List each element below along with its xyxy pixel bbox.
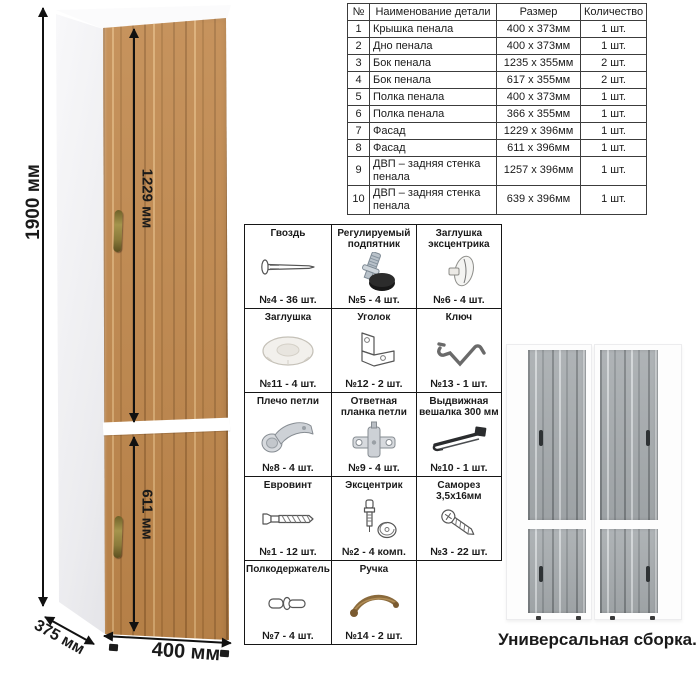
col-header-size: Размер: [497, 4, 581, 21]
key-icon: [432, 323, 486, 378]
variant-left-upper-handle: [539, 430, 543, 446]
table-row: 6 Полка пенала 366 х 355мм 1 шт.: [348, 106, 647, 123]
hardware-cell-cam-lock: Эксцентрик №2 - 4 комп.: [331, 477, 416, 561]
variant-cabinet-left: [506, 344, 592, 620]
hardware-cell-empty: [416, 561, 501, 645]
cabinet-foot-left: [109, 644, 118, 652]
hardware-cell-plug: Заглушка №11 - 4 шт.: [245, 309, 332, 393]
bottom-door-dimension-arrow: [133, 437, 135, 631]
variant-right-foot: [610, 616, 615, 620]
variant-left-upper-door: [528, 350, 586, 520]
angle-bracket-icon: [348, 323, 400, 378]
depth-dimension-label: 375 мм: [31, 616, 88, 659]
variants-caption: Универсальная сборка.: [498, 630, 697, 649]
hardware-cell-key: Ключ №13 - 1 шт.: [416, 309, 501, 393]
hardware-cell-cam-cover: Заглушка эксцентрика №6 - 4 шт.: [416, 225, 501, 309]
variant-right-lower-handle: [646, 566, 650, 582]
parts-table: [347, 3, 647, 215]
height-dimension-arrow: [42, 8, 44, 606]
top-door-dimension-label: 1229 мм: [138, 168, 156, 229]
col-header-quantity: Количество: [581, 4, 647, 21]
table-row: 3 Бок пенала 1235 х 355мм 2 шт.: [348, 55, 647, 72]
pullout-hanger-icon: [429, 418, 489, 462]
variant-left-lower-door: [528, 529, 586, 613]
table-row: 1 Крышка пенала 400 х 373мм 1 шт.: [348, 21, 647, 38]
table-row: 5 Полка пенала 400 х 373мм 1 шт.: [348, 89, 647, 106]
shelf-pin-icon: [263, 575, 313, 630]
table-row: 10 ДВП – задняя стенка пенала 639 х 396мм 1 шт.: [348, 185, 647, 214]
top-door-dimension-arrow: [133, 29, 135, 422]
variant-left-foot: [576, 616, 581, 620]
hardware-cell-shelf-pin: Полкодержатель №7 - 4 шт.: [245, 561, 332, 645]
parts-table-header-row: [348, 4, 647, 21]
hardware-cell-nail: Гвоздь №4 - 36 шт.: [245, 225, 332, 309]
hardware-grid: [244, 224, 502, 645]
col-header-number: №: [348, 4, 370, 21]
euro-screw-icon: [259, 491, 317, 546]
adjustable-foot-icon: [346, 250, 402, 294]
hardware-cell-pullout-hanger: Выдвижная вешалка 300 мм №10 - 1 шт.: [416, 393, 501, 477]
table-row: 2 Дно пенала 400 х 373мм 1 шт.: [348, 38, 647, 55]
variant-right-foot: [650, 616, 655, 620]
variant-left-foot: [536, 616, 541, 620]
handle-icon: [346, 575, 402, 630]
cam-cover-icon: [434, 250, 484, 294]
width-dimension-label: 400 мм: [151, 638, 221, 666]
bottom-door-dimension-label: 611 мм: [138, 489, 156, 540]
plug-icon: [260, 323, 316, 378]
hinge-plate-icon: [347, 418, 401, 462]
hardware-cell-hinge-arm: Плечо петли №8 - 4 шт.: [245, 393, 332, 477]
col-header-name: Наименование детали: [370, 4, 497, 21]
height-dimension-label: 1900 мм: [23, 164, 44, 240]
hinge-arm-icon: [259, 407, 317, 462]
upper-door-handle: [113, 210, 122, 252]
table-row: 8 Фасад 611 х 396мм 1 шт.: [348, 140, 647, 157]
table-row: 9 ДВП – задняя стенка пенала 1257 х 396мм 1 шт.: [348, 157, 647, 186]
cam-lock-icon: [346, 491, 402, 546]
table-row: 4 Бок пенала 617 х 355мм 2 шт.: [348, 72, 647, 89]
variant-left-lower-handle: [539, 566, 543, 582]
hardware-cell-handle: Ручка №14 - 2 шт.: [331, 561, 416, 645]
hardware-cell-euro-screw: Евровинт №1 - 12 шт.: [245, 477, 332, 561]
variant-right-upper-handle: [646, 430, 650, 446]
cabinet-side-panel: [56, 12, 106, 636]
cabinet-front-doors: [103, 18, 230, 642]
hardware-cell-self-tapping-screw: Саморез 3,5х16мм №3 - 22 шт.: [416, 477, 501, 561]
hardware-cell-angle-bracket: Уголок №12 - 2 шт.: [331, 309, 416, 393]
hardware-cell-hinge-plate: Ответная планка петли №9 - 4 шт.: [331, 393, 416, 477]
self-tapping-screw-icon: [434, 502, 484, 546]
hardware-cell-adjustable-foot: Регулируемый подпятник №5 - 4 шт.: [331, 225, 416, 309]
table-row: 7 Фасад 1229 х 396мм 1 шт.: [348, 123, 647, 140]
lower-door-handle: [113, 516, 122, 558]
nail-icon: [259, 239, 317, 294]
variant-cabinet-right: [594, 344, 682, 620]
